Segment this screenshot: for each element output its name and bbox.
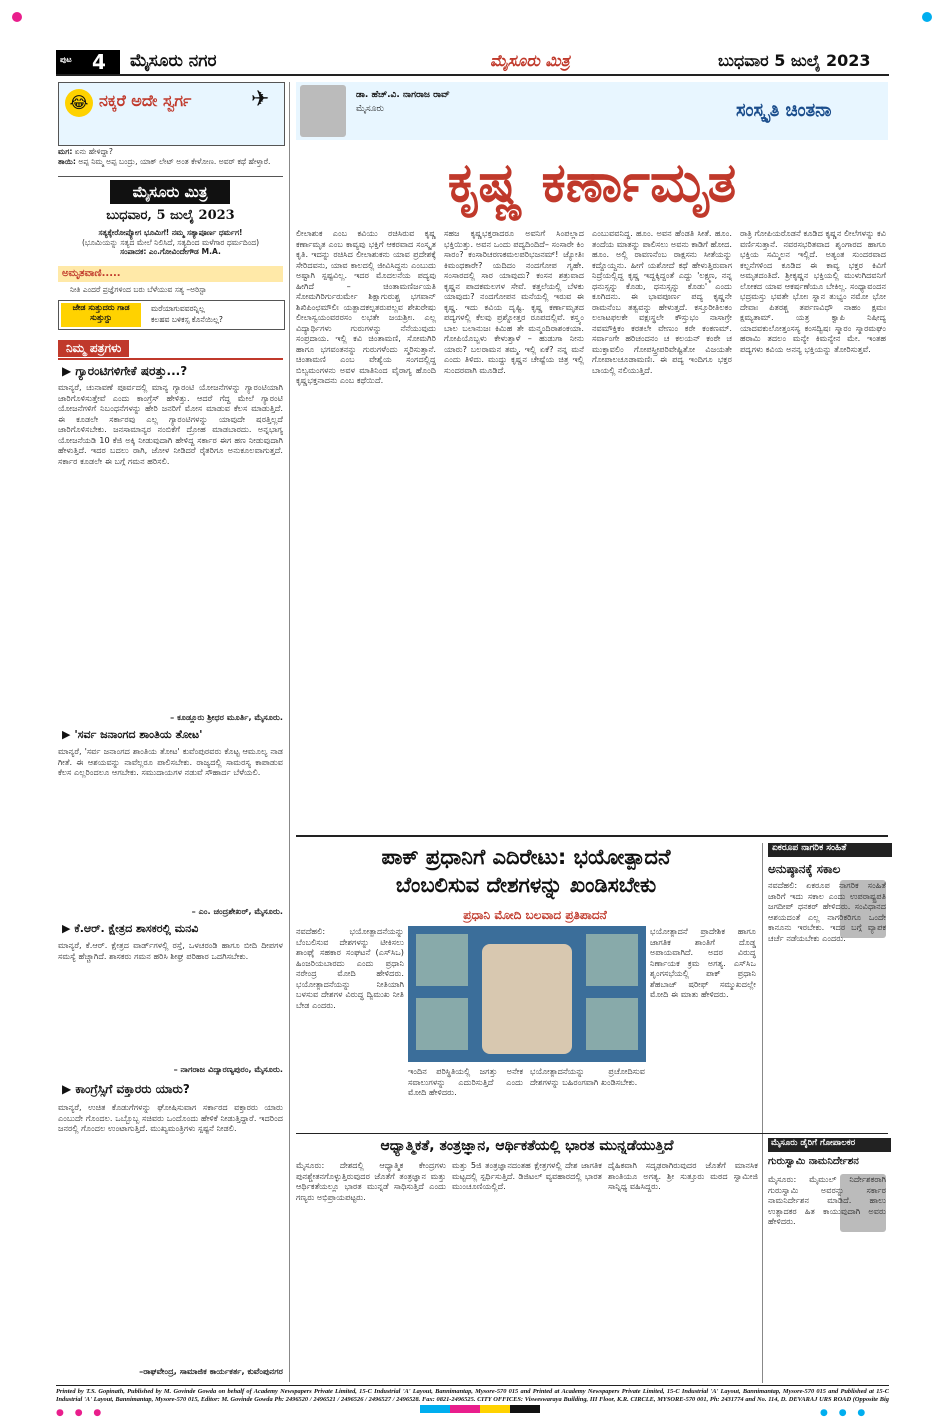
divider (58, 176, 283, 177)
imprint-line: Printed by T.S. Gopinath, Published by M. Govinde Gowda on behalf of Academy Newspapers Private Limited, 15-C Industrial 'A' Layout, Bannimantap, Mysore-570 015 and Printed at Academy Newspapers Private Limited, 15-C Industrial 'A' Layout, Bannimantap, Mysore-570 015 and Published at 15-C Industrial 'A' Layout, Bannimantap, Mysore-570 015, Editor: M. Govinde Gowda Ph: 2496520 / 2496521 / 2496526 / 2496527 / 2496528. Fax: 0821-2496525. CITY OFFICES: Visweswaraya Building, III Floor, K.R. CIRCLE, MYSORE-570 001, Ph: 2431774 and No. 114, D. DEVARAJ URS ROAD (Opposite Big (56, 1388, 889, 1403)
bottom-body: ಮತ್ತು 5ಜಿ ತಂತ್ರಜ್ಞಾನದಂತಹ ಕ್ಷೇತ್ರಗಳಲ್ಲಿ ದೇಶ ಜಾಗತಿಕ ಮಟ್ಟದಲ್ಲಿ ಸ್ಪರ್ಧಿಸುತ್ತಿದೆ. ಡಿಜಿಟಲ್ ವ್ಯವಹಾರದಲ್ಲಿ ಭಾರತ ಮುಂಚೂಣಿಯಲ್ಲಿದೆ. (452, 1160, 602, 1191)
city-section-title: ಮೈಸೂರು ನಗರ (130, 51, 217, 71)
side-title: ಗುರುಸ್ವಾಮಿ ನಾಮನಿರ್ದೇಶನ (768, 1156, 859, 1167)
letter-body: ಮಾನ್ಯರೆ, ಚುನಾವಣೆ ಪೂರ್ವದಲ್ಲಿ ಮಾನ್ಯ ಗ್ಯಾರಂಟಿ ಯೋಜನೆಗಳನ್ನು ಗ್ಯಾರಂಟಿಯಾಗಿ ಜಾರಿಗೊಳಿಸುತ್ತೇವೆ ಎಂದು ಕಾಂಗ್ರೆಸ್ ಹೇಳಿತ್ತು. ಆದರೆ ಗೆದ್ದ ಮೇಲೆ ಗ್ಯಾರಂಟಿ ಯೋಜನೆಗಳಿಗೆ ನಿಬಂಧನೆಗಳನ್ನು ಹೇರಿ ಜನರಿಗೆ ಮೋಸ ಮಾಡುವ ಕೆಲಸ ಮಾಡುತ್ತಿದೆ. ಈ ಕೂಡಲೇ ಸರ್ಕಾರವು ಎಲ್ಲ ಗ್ಯಾರಂಟಿಗಳನ್ನು ಯಾವುದೇ ಷರತ್ತಿಲ್ಲದೆ ಜಾರಿಗೊಳಿಸಬೇಕು. ಜನಸಾಮಾನ್ಯರ ನಂಬಿಕೆಗೆ ದ್ರೋಹ ಮಾಡಬಾರದು. ಅನ್ನಭಾಗ್ಯ ಯೋಜನೆಯಡಿ 10 ಕೆಜಿ ಅಕ್ಕಿ ನೀಡುವುದಾಗಿ ಹೇಳಿದ್ದ ಸರ್ಕಾರ ಈಗ ಹಣ ನೀಡುವುದಾಗಿ ಹೇಳುತ್ತಿದೆ. ಇದರ ಬದಲು ರಾಗಿ, ಜೋಳ ನೀಡಿದರೆ ರೈತರಿಗೂ ಅನುಕೂಲವಾಗುತ್ತದೆ. ಸರ್ಕಾರ ಕೂಡಲೇ ಈ ಬಗ್ಗೆ ಗಮನ ಹರಿಸಲಿ. (58, 382, 283, 466)
registration-dots: ● ● ● (56, 1408, 106, 1418)
amrutavani-text: ನೀತಿ ಎಂದರೆ ಪ್ರಜ್ಞೆಗಳಿಂದ ಬರು ಬೆಳೆಯುವ ಸತ್ಯ –ಅರಿಸ್ಟಾ (70, 285, 207, 294)
letter-sign: – ನಾಗರಾಜ ವಿದ್ಯಾರಣ್ಯಪುರಂ, ಮೈಸೂರು. (173, 1064, 283, 1074)
issue-date: ಬುಧವಾರ 5 ಜುಲೈ 2023 (718, 51, 871, 70)
divider (296, 1133, 888, 1134)
letter-title: ▶ ಕಾಂಗ್ರೆಸ್ಸಿಗೆ ವಕ್ತಾರರು ಯಾರು? (62, 1082, 190, 1096)
arrow-icon: ▶ (62, 1082, 72, 1096)
letter-sign: –ರಾಘವೇಂದ್ರ, ಸಾಮಾಜಿಕ ಕಾರ್ಯಕರ್ತ, ಕುವೆಂಪುನಗರ (139, 1366, 283, 1376)
paper-motto: ಸತ್ಯಕ್ಕೇರೋಪ್ಯೋಗ ಭೂಮಿಗೆ! ನಮ್ಮ ಸತ್ಯಾಪೂರ್ಣ ಧರ್ಮಗ! (ಭೂಮಿಯನ್ನು ಸತ್ಯದ ಮೇಲೆ ನಿಲಿಸಿದೆ, ಸತ್ಯದಿಂದ ಮಳೆಗಾರ ಧರ್ಮದಿಂದ) ಸಂಪಾದಕ: ಎಂ.ಗೋವಿಂದೇಗೌಡ M.A. (81, 228, 260, 257)
registration-mark (12, 12, 22, 22)
news-body: ನವದೆಹಲಿ: ಭಯೋತ್ಪಾದನೆಯನ್ನು ಬೆಂಬಲಿಸುವ ದೇಶಗಳನ್ನು ಟೀಕಿಸಲು ಶಾಂಘೈ ಸಹಕಾರ ಸಂಘಟನೆ (ಎಸ್‌ಸಿಒ) ಹಿಂಜರಿಯಬಾರದು ಎಂದು ಪ್ರಧಾನಿ ನರೇಂದ್ರ ಮೋದಿ ಹೇಳಿದರು. ಭಯೋತ್ಪಾದನೆಯನ್ನು ನೀತಿಯಾಗಿ ಬಳಸುವ ದೇಶಗಳ ವಿರುದ್ಧ ದ್ವಿಮುಖ ನೀತಿ ಬೇಡ ಎಂದರು. (296, 926, 404, 1010)
ucc-kicker: ಏಕರೂಪ ನಾಗರಿಕ ಸಂಹಿತೆ (768, 843, 892, 857)
feature-byline-bar (296, 82, 888, 140)
letter-body: ಮಾನ್ಯರೆ, ಕೆ.ಆರ್. ಕ್ಷೇತ್ರದ ವಾರ್ಡ್‌ಗಳಲ್ಲಿ ರಸ್ತೆ, ಒಳಚರಂಡಿ ಹಾಗೂ ಬೀದಿ ದೀಪಗಳ ಸಮಸ್ಯೆ ಹೆಚ್ಚಾಗಿದೆ. ಶಾಸಕರು ಗಮನ ಹರಿಸಿ ಶೀಘ್ರ ಪರಿಹಾರ ಒದಗಿಸಬೇಕು. (58, 940, 283, 961)
arrow-icon: ▶ (62, 922, 71, 935)
quote-right-1: ಮರೆಯಾಗುವವರನ್ನಿಲ್ಲ (151, 304, 205, 313)
leader-photo (586, 934, 638, 986)
color-bar (420, 1405, 540, 1413)
leader-photo (416, 934, 468, 986)
paper-logo: ಮೈಸೂರು ಮಿತ್ರ (110, 180, 230, 204)
humour-box (58, 82, 285, 146)
feature-column: ಎಂಬುವವನಿದ್ದ. ಹೂಂ. ಅವನ ಹೆಂಡತಿ ಸೀತೆ. ಹೂಂ. ತಂದೆಯ ಮಾತನ್ನು ಪಾಲಿಸಲು ಅವನು ಕಾಡಿಗೆ ಹೋದ. ಹೂಂ. ಅಲ್ಲಿ ರಾವಣನೆಂಬ ರಾಕ್ಷಸನು ಸೀತೆಯನ್ನು ಕದ್ದೊಯ್ದನು. ಹೀಗೆ ಯಶೋದೆ ಕಥೆ ಹೇಳುತ್ತಿರುವಾಗ ನಿದ್ರೆಯಲ್ಲಿದ್ದ ಕೃಷ್ಣ ಇದ್ದಕ್ಕಿದ್ದಂತೆ ಎದ್ದು 'ಲಕ್ಷ್ಮಣ, ನನ್ನ ಧನುಸ್ಸನ್ನು ಕೊಡು, ಧನುಸ್ಸನ್ನು ಕೊಡು' ಎಂದು ಕೂಗಿದನು. ಈ ಭಾವಪೂರ್ಣ ಪದ್ಯ ಕೃಷ್ಣನೇ ರಾಮನೆಂಬ ತತ್ವವನ್ನು ಹೇಳುತ್ತದೆ. ಕಸ್ತೂರೀತಿಲಕಂ ಲಲಾಟಫಲಕೇ ವಕ್ಷಃಸ್ಥಲೇ ಕೌಸ್ತುಭಂ ನಾಸಾಗ್ರೇ ನವಮೌಕ್ತಿಕಂ ಕರತಲೇ ವೇಣುಂ ಕರೇ ಕಂಕಣಮ್. ಸರ್ವಾಂಗೇ ಹರಿಚಂದನಂ ಚ ಕಲಯನ್ ಕಂಠೇ ಚ ಮುಕ್ತಾವಲಿಂ ಗೋಪಸ್ತ್ರೀಪರಿವೇಷ್ಟಿತೋ ವಿಜಯತೇ ಗೋಪಾಲಚೂಡಾಮಣಿಃ. ಈ ಪದ್ಯ ಇಂದಿಗೂ ಭಕ್ತರ ಬಾಯಲ್ಲಿ ನಲಿಯುತ್ತಿದೆ. (592, 228, 732, 375)
column-rule (762, 843, 763, 1383)
bottom-headline: ಆಧ್ಯಾತ್ಮಿಕತೆ, ತಂತ್ರಜ್ಞಾನ, ಆರ್ಥಿಕತೆಯಲ್ಲಿ ಭಾರತ ಮುನ್ನಡೆಯುತ್ತಿದೆ (380, 1138, 674, 1154)
divider (296, 835, 888, 837)
quote-box (58, 300, 285, 330)
page-label: ಪುಟ (60, 55, 72, 64)
summit-photo (408, 926, 646, 1062)
section-label: ಸಂಸ್ಕೃತಿ ಚಿಂತನಾ (736, 100, 832, 121)
masthead: ಮೈಸೂರು ಮಿತ್ರ (490, 51, 570, 70)
feature-column: ಲೀಲಾಶುಕ ಎಂಬ ಕವಿಯು ರಚಿಸಿರುವ ಕೃಷ್ಣ ಕರ್ಣಾಮೃತ ಎಂಬ ಕಾವ್ಯವು ಭಕ್ತಿಗೆ ಆಕರವಾದ ಸಂಸ್ಕೃತ ಕೃತಿ. ಇದನ್ನು ರಚಿಸಿದ ಲೀಲಾಶುಕನು ಯಾವ ಪ್ರದೇಶಕ್ಕೆ ಸೇರಿದವನು, ಯಾವ ಕಾಲದಲ್ಲಿ ಜೀವಿಸಿದ್ದನು ಎಂಬುದು ಅಷ್ಟಾಗಿ ಸ್ಪಷ್ಟವಿಲ್ಲ. ಇದರ ಮೊದಲನೆಯ ಪದ್ಯವು ಹೀಗಿದೆ – ಚಿಂತಾಮಣಿರ್ಜಯತಿ ಸೋಮಗಿರಿರ್ಗುರುರ್ಮೇ ಶಿಕ್ಷಾಗುರುಶ್ಚ ಭಗವಾನ್ ಶಿಖಿಪಿಂಛಮೌಲಿಃ ಯತ್ಪಾದಕಲ್ಪತರುಪಲ್ಲವ ಶೇಖರೇಷು ಲೀಲಾಸ್ವಯಂವರರಸಂ ಲಭತೇ ಜಯಶ್ರೀಃ. ಎಲ್ಲ ವಿದ್ಯಾರ್ಥಿಗಳು ಗುರುಗಳನ್ನು ನೆನೆಯುವುದು ಸಂಪ್ರದಾಯ. ಇಲ್ಲಿ ಕವಿ ಚಿಂತಾಮಣಿ, ಸೋಮಗಿರಿ ಹಾಗೂ ಭಗವಂತನನ್ನು ಗುರುಗಳೆಂದು ಸ್ಮರಿಸುತ್ತಾನೆ. ಚಿಂತಾಮಣಿ ಎಂಬ ವೇಶ್ಯೆಯ ಸಂಗದಲ್ಲಿದ್ದ ಬಿಲ್ವಮಂಗಳನು ಅವಳ ಮಾತಿನಿಂದ ವೈರಾಗ್ಯ ಹೊಂದಿ ಕೃಷ್ಣಭಕ್ತನಾದನು ಎಂಬ ಕಥೆಯಿದೆ. (296, 228, 436, 385)
divider (56, 1385, 889, 1386)
registration-dots: ● ● ● (820, 1408, 870, 1418)
column-rule (289, 82, 290, 1382)
news-subheadline: ಪ್ರಧಾನಿ ಮೋದಿ ಬಲವಾದ ಪ್ರತಿಪಾದನೆ (463, 908, 607, 922)
feature-column: ಸಹಜ ಕೃಷ್ಣಭಕ್ತರಾದರೂ ಅವನಿಗೆ ಸಿಂಪಲ್ಲಾದ ಭಕ್ತಿಯಿತ್ತು. ಅವನ ಒಂದು ಪದ್ಯದಿಂದಿದೆ– ಸಂಸಾರೇ ಕಿಂ ಸಾರಂ? ಕಂಸಾರಿಚರಣಕಮಲಪರಿಭಜನಮ್! ಜ್ಯೋತಿಃ ಕಿಮಂಧಕಾರೇ? ಯದಿದಂ ನಂದಗೋಪ ಗೃಹೇ. ಸಂಸಾರದಲ್ಲಿ ಸಾರ ಯಾವುದು? ಕಂಸನ ಶತ್ರುವಾದ ಕೃಷ್ಣನ ಪಾದಕಮಲಗಳ ಸೇವೆ. ಕತ್ತಲೆಯಲ್ಲಿ ಬೆಳಕು ಯಾವುದು? ನಂದಗೋಪನ ಮನೆಯಲ್ಲಿ ಇರುವ ಈ ಕೃಷ್ಣ. ಇದು ಕವಿಯ ದೃಷ್ಟಿ. ಕೃಷ್ಣ ಕರ್ಣಾಮೃತದ ಪದ್ಯಗಳಲ್ಲಿ ಕೆಲವು ಪ್ರಶ್ನೋತ್ತರ ರೂಪದಲ್ಲಿವೆ. ಕಸ್ತ್ವಂ ಬಾಲ ಬಲಾನುಜಃ ಕಿಮಿಹ ತೇ ಮನ್ಮಂದಿರಾಶಂಕಯಾ. ಗೋಪಿಯೊಬ್ಬಳು ಕೇಳುತ್ತಾಳೆ – ಹುಡುಗಾ ನೀನು ಯಾರು? ಬಲರಾಮನ ತಮ್ಮ. ಇಲ್ಲಿ ಏಕೆ? ನನ್ನ ಮನೆ ಎಂದು ತಿಳಿದು. ಮುದ್ದು ಕೃಷ್ಣನ ಚೇಷ್ಟೆಯ ಚಿತ್ರ ಇಲ್ಲಿ ಸುಂದರವಾಗಿ ಮೂಡಿದೆ. (444, 228, 584, 375)
side-kicker: ಮೈಸೂರು ಡೈರಿಗೆ ಗೋಪಾಲಕರ (768, 1138, 891, 1152)
registration-mark (922, 12, 932, 22)
leader-photo (586, 998, 638, 1050)
letters-section-title: ನಿಮ್ಮ ಪತ್ರಗಳು (58, 340, 129, 357)
feature-headline: ಕೃಷ್ಣ ಕರ್ಣಾಮೃತ (447, 151, 737, 214)
leader-photo (416, 998, 468, 1050)
arrow-icon: ▶ (62, 364, 72, 378)
quote-left: ಜೇಡ ಸುತ್ತುದರು ಗಾಡ ಸುತ್ತುಗ್ದು (61, 303, 141, 327)
amrutavani-title: ಅಮೃತವಾಣಿ..... (62, 268, 121, 279)
ucc-body: ನವದೆಹಲಿ: ಏಕರೂಪ ನಾಗರಿಕ ಸಂಹಿತೆ ಜಾರಿಗೆ ಇದು ಸಕಾಲ ಎಂದು ಉಪರಾಷ್ಟ್ರಪತಿ ಜಗದೀಪ್ ಧನಕರ್ ಹೇಳಿದರು. ಸಂವಿಧಾನದ ಆಶಯದಂತೆ ಎಲ್ಲ ನಾಗರಿಕರಿಗೂ ಒಂದೇ ಕಾನೂನು ಇರಬೇಕು. ಇದರ ಬಗ್ಗೆ ವ್ಯಾಪಕ ಚರ್ಚೆ ನಡೆಯಬೇಕು ಎಂದರು. (768, 880, 886, 943)
laughing-emoji-icon: 😂 (65, 89, 93, 117)
page-number-box (56, 50, 120, 74)
humour-joke: ಮಗ: ಏನು ಹೇಳಿದ್ದಾ? ತಾಯಿ: ಅಪ್ಪ ನಿಮ್ಮ ಅಪ್ಪ ಬಂದ್ರು, ಯಾಕ್ ಲೇಟ್ ಅಂತ ಕೇಳೋಣ. ಅವರ್ ಕಥೆ ಹೇಳ್ತಾರೆ. (58, 147, 271, 166)
side-body: ಮೈಸೂರು: ಮೈಮುಲ್ ನಿರ್ದೇಶಕರಾಗಿ ಗುರುಸ್ವಾಮಿ ಅವರನ್ನು ಸರ್ಕಾರ ನಾಮನಿರ್ದೇಶನ ಮಾಡಿದೆ. ಹಾಲು ಉತ್ಪಾದಕರ ಹಿತ ಕಾಯುವುದಾಗಿ ಅವರು ಹೇಳಿದರು. (768, 1174, 886, 1226)
letter-sign: – ಎಂ. ಚಂದ್ರಶೇಖರ್, ಮೈಸೂರು. (191, 906, 283, 916)
amrutavani-bar (58, 266, 283, 282)
bottom-body: ಮೈಸೂರು: ದೇಶದಲ್ಲಿ ಆಧ್ಯಾತ್ಮಿಕ ಕೇಂದ್ರಗಳು ಪುನಶ್ಚೇತನಗೊಳ್ಳುತ್ತಿರುವುದರ ಜೊತೆಗೆ ತಂತ್ರಜ್ಞಾನ ಮತ್ತು ಆರ್ಥಿಕತೆಯಲ್ಲೂ ಭಾರತ ಮುನ್ನಡೆ ಸಾಧಿಸುತ್ತಿದೆ ಎಂದು ಗಣ್ಯರು ಅಭಿಪ್ರಾಯಪಟ್ಟರು. (296, 1160, 446, 1202)
letter-title: ▶ ಕೆ.ಆರ್. ಕ್ಷೇತ್ರದ ಶಾಸಕರಲ್ಲಿ ಮನವಿ (62, 922, 199, 935)
author-place: ಮೈಸೂರು (356, 104, 384, 114)
letter-body: ಮಾನ್ಯರೆ, 'ಸರ್ವ ಜನಾಂಗದ ಶಾಂತಿಯ ತೋಟ' ಕುವೆಂಪುರವರು ಕೊಟ್ಟ ಆಮೂಲ್ಯ ನಾಡ ಗೀತೆ. ಈ ಆಶಯವನ್ನು ನಾವೆಲ್ಲರೂ ಪಾಲಿಸಬೇಕು. ರಾಜ್ಯದಲ್ಲಿ ಸಾಮರಸ್ಯ ಕಾಪಾಡುವ ಕೆಲಸ ಎಲ್ಲರಿಂದಲೂ ಆಗಬೇಕು. ಸಮುದಾಯಗಳ ನಡುವೆ ಸೌಹಾರ್ದ ಬೆಳೆಯಲಿ. (58, 746, 283, 777)
letter-title: ▶ ಗ್ಯಾರಂಟಿಗಳಿಗೇಕೆ ಷರತ್ತು...? (62, 364, 188, 378)
quote-right-2: ಕಲಹವ ಬಳಿಕಸ್ಸ ಕೊನೆಯಿಲ್ಲ? (151, 315, 223, 324)
letter-sign: – ಕೂಡ್ಲೂರು ಶ್ರೀಧರ ಮೂರ್ತಿ, ಮೈಸೂರು. (170, 712, 283, 722)
news-headline: ಪಾಕ್ ಪ್ರಧಾನಿಗೆ ಎದಿರೇಟು: ಭಯೋತ್ಪಾದನೆ ಬೆಂಬಲಿಸುವ ದೇಶಗಳನ್ನು ಖಂಡಿಸಬೇಕು (381, 845, 671, 898)
letter-title: ▶ 'ಸರ್ವ ಜನಾಂಗದ ಶಾಂತಿಯ ತೋಟ' (62, 728, 203, 741)
news-body: ಭಯೋತ್ಪಾದನೆ ಪ್ರಾದೇಶಿಕ ಹಾಗೂ ಜಾಗತಿಕ ಶಾಂತಿಗೆ ದೊಡ್ಡ ಅಪಾಯವಾಗಿದೆ. ಅದರ ವಿರುದ್ಧ ನಿರ್ಣಾಯಕ ಕ್ರಮ ಅಗತ್ಯ. ಎಸ್‌ಸಿಒ ಶೃಂಗಸಭೆಯಲ್ಲಿ ಪಾಕ್ ಪ್ರಧಾನಿ ಶೆಹಬಾಜ್ ಷರೀಫ್ ಸಮ್ಮುಖದಲ್ಲೇ ಮೋದಿ ಈ ಮಾತು ಹೇಳಿದರು. (650, 926, 756, 999)
author-photo (300, 85, 346, 137)
paper-date: ಬುಧವಾರ, 5 ಜುಲೈ 2023 (106, 208, 235, 223)
page-number: 4 (92, 50, 106, 74)
feature-column: ರಾತ್ರಿ ಗೋಪಿಯರೊಡನೆ ಕೂಡಿದ ಕೃಷ್ಣನ ಲೀಲೆಗಳನ್ನು ಕವಿ ವರ್ಣಿಸುತ್ತಾನೆ. ನವರಸಭರಿತವಾದ ಶೃಂಗಾರದ ಹಾಗೂ ಭಕ್ತಿಯ ಸಮ್ಮಿಲನ ಇಲ್ಲಿದೆ. ಅತ್ಯಂತ ಸುಂದರವಾದ ಕಲ್ಪನೆಗಳಿಂದ ಕೂಡಿದ ಈ ಕಾವ್ಯ ಭಕ್ತರ ಕಿವಿಗೆ ಅಮೃತದಂತಿದೆ. ಶ್ರೀಕೃಷ್ಣನ ಭಕ್ತಿಯಲ್ಲಿ ಮುಳುಗಿದವನಿಗೆ ಲೋಕದ ಯಾವ ಆಕರ್ಷಣೆಯೂ ಬೇಕಿಲ್ಲ. ಸಂಧ್ಯಾವಂದನ ಭದ್ರಮಸ್ತು ಭವತೇ ಭೋಃ ಸ್ನಾನ ತುಭ್ಯಂ ನಮೋ ಭೋ ದೇವಾಃ ಪಿತರಶ್ಚ ತರ್ಪಣವಿಧೌ ನಾಹಂ ಕ್ಷಮಃ ಕ್ಷಮ್ಯತಾಮ್. ಯತ್ರ ಕ್ವಾಪಿ ನಿಷೀದ್ಯ ಯಾದವಕುಲೋತ್ತಂಸಸ್ಯ ಕಂಸದ್ವಿಷಃ ಸ್ಮಾರಂ ಸ್ಮಾರಮಘಂ ಹರಾಮಿ ತದಲಂ ಮನ್ಯೇ ಕಿಮನ್ಯೇನ ಮೇ. ಇಂತಹ ಪದ್ಯಗಳು ಕವಿಯ ಅನನ್ಯ ಭಕ್ತಿಯನ್ನು ತೋರಿಸುತ್ತವೆ. (740, 228, 886, 354)
humour-title: ನಕ್ಕರೆ ಅದೇ ಸ್ವರ್ಗ (99, 91, 192, 110)
leader-photo (482, 944, 572, 1054)
cartoon-icon: ✈ (251, 87, 270, 112)
author-name: ಡಾ. ಹೆಚ್.ವಿ. ನಾಗರಾಜ ರಾವ್ (356, 90, 450, 100)
bottom-body: ದೈಹಿಕವಾಗಿ ಸದೃಢರಾಗಿರುವುದರ ಜೊತೆಗೆ ಮಾನಸಿಕ ಶಾಂತಿಯೂ ಅಗತ್ಯ. ಶ್ರೀ ಸುತ್ತೂರು ಮಠದ ಸ್ವಾಮೀಜಿ ಸಾನ್ನಿಧ್ಯ ವಹಿಸಿದ್ದರು. (608, 1160, 758, 1191)
ucc-title: ಅನುಷ್ಠಾನಕ್ಕೆ ಸಕಾಲ (768, 862, 841, 876)
letter-body: ಮಾನ್ಯರೆ, ಉಚಿತ ಕೊಡುಗೆಗಳನ್ನು ಘೋಷಿಸುವಾಗ ಸರ್ಕಾರದ ವಕ್ತಾರರು ಯಾರು ಎಂಬುದೇ ಗೊಂದಲ. ಒಬ್ಬೊಬ್ಬ ಸಚಿವರು ಒಂದೊಂದು ಹೇಳಿಕೆ ನೀಡುತ್ತಿದ್ದಾರೆ. ಇದರಿಂದ ಜನರಲ್ಲಿ ಗೊಂದಲ ಉಂಟಾಗುತ್ತಿದೆ. ಮುಖ್ಯಮಂತ್ರಿಗಳು ಸ್ಪಷ್ಟನೆ ನೀಡಲಿ. (58, 1102, 283, 1133)
letters-header (58, 340, 283, 360)
news-body: ಭಯೋತ್ಪಾದನೆಯನ್ನು ಪ್ರಚೋದಿಸುವ ದೇಶಗಳನ್ನು ಬಹಿರಂಗವಾಗಿ ಖಂಡಿಸಬೇಕು. (530, 1066, 645, 1087)
news-body: ಇಂದಿನ ಪರಿಸ್ಥಿತಿಯಲ್ಲಿ ಜಗತ್ತು ಅನೇಕ ಸವಾಲುಗಳನ್ನು ಎದುರಿಸುತ್ತಿದೆ ಎಂದು ಮೋದಿ ಹೇಳಿದರು. (408, 1066, 523, 1097)
arrow-icon: ▶ (62, 728, 71, 741)
